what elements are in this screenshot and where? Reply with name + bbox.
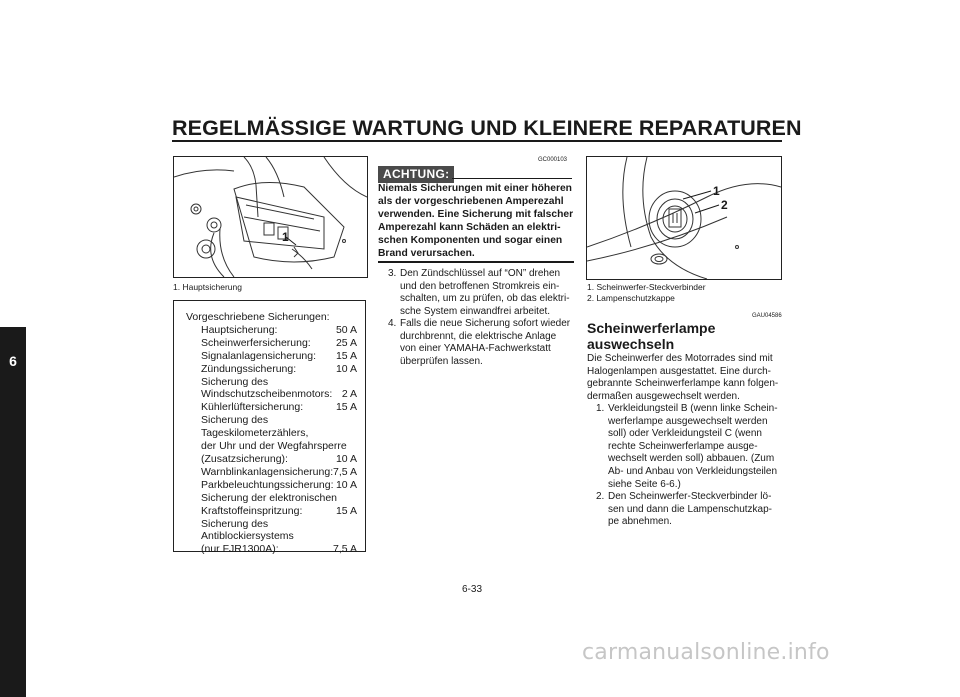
fuse-spec-value: 15 A	[335, 349, 357, 362]
fuse-caption: 1. Hauptsicherung	[173, 282, 242, 292]
chapter-tab	[0, 327, 26, 697]
fuse-spec-label: Sicherung des	[201, 517, 269, 530]
step-line: und den betroffenen Stromkreis ein-	[400, 280, 560, 292]
section-step-2	[596, 491, 784, 529]
warning-rule	[378, 261, 574, 263]
fuse-spec-box	[173, 300, 366, 556]
fuse-spec-row	[174, 376, 365, 389]
fuse-spec-value: 15 A	[335, 504, 357, 517]
fuse-spec-label: der Uhr und der Wegfahrsperre	[201, 440, 347, 453]
fuse-box-drawing	[174, 157, 367, 277]
section-title-line: auswechseln	[587, 336, 675, 352]
step-number: 4.	[388, 318, 397, 329]
section-title-line: Scheinwerferlampe	[587, 320, 716, 336]
fuse-spec-label: Windschutzscheibenmotors:	[201, 388, 333, 401]
fuse-spec-label: Hauptsicherung:	[201, 323, 278, 336]
fuse-spec-label: (Zusatzsicherung):	[201, 452, 288, 465]
body-line: dermaßen ausgewechselt werden.	[587, 390, 740, 402]
fuse-spec-label: Sicherung des	[201, 414, 269, 427]
fuse-spec-row	[174, 530, 365, 543]
fuse-spec-label: Kühlerlüftersicherung:	[201, 401, 304, 414]
fuse-spec-row	[174, 324, 365, 337]
step-line: Den Scheinwerfer-Steckverbinder lö-	[608, 491, 772, 502]
step-line: pe abnehmen.	[608, 516, 672, 528]
lamp-callout-1: 1	[713, 184, 720, 198]
fuse-spec-row	[174, 543, 365, 556]
lamp-caption-1: 1. Scheinwerfer-Steckverbinder	[587, 282, 706, 292]
fuse-spec-value: 50 A	[335, 323, 357, 336]
fuse-spec-label: Zündungssicherung:	[201, 362, 297, 375]
fuse-spec-label: Tageskilometerzählers,	[201, 427, 309, 440]
title-rule	[172, 140, 782, 142]
step-4	[388, 318, 576, 368]
fuse-spec-label: Scheinwerfersicherung:	[201, 336, 311, 349]
step-line: überprüfen lassen.	[400, 355, 483, 367]
fuse-spec-row	[174, 363, 365, 376]
fuse-spec-label: Signalanlagensicherung:	[201, 349, 317, 362]
fuse-spec-row	[174, 440, 365, 453]
step-line: siehe Seite 6-6.)	[608, 478, 681, 490]
warning-text	[378, 183, 574, 260]
warning-line: Niemals Sicherungen mit einer höheren	[378, 183, 572, 194]
fuse-spec-row	[174, 427, 365, 440]
fuse-box-illustration	[173, 156, 368, 278]
step-line: rechte Scheinwerferlampe ausge-	[608, 440, 758, 452]
fuse-spec-row	[174, 505, 365, 518]
page-title: REGELMÄSSIGE WARTUNG UND KLEINERE REPARATUREN	[172, 116, 802, 140]
step-line: schalten, um zu prüfen, ob das elektri-	[400, 293, 570, 305]
fuse-spec-label: Antiblockiersystems	[201, 530, 294, 543]
warning-line: als der vorgeschriebenen Amperezahl	[378, 195, 564, 207]
achtung-badge: ACHTUNG:	[378, 166, 454, 183]
step-line: soll) oder Verkleidungsteil C (wenn	[608, 428, 762, 440]
body-line: gebrannte Scheinwerferlampe kann folgen-	[587, 378, 779, 390]
body-line: Die Scheinwerfer des Motorrades sind mit	[587, 353, 773, 364]
fuse-spec-value: 25 A	[335, 336, 357, 349]
fuse-callout: 1	[282, 230, 289, 244]
fuse-spec-label: Sicherung des	[201, 375, 269, 388]
achtung-rule	[452, 178, 572, 179]
warning-line: Brand verursachen.	[378, 247, 475, 259]
warning-line: Amperezahl kann Schäden an elektri-	[378, 221, 561, 233]
lamp-caption-2: 2. Lampenschutzkappe	[587, 293, 675, 303]
fuse-spec-list	[174, 324, 365, 556]
step-3	[388, 268, 576, 318]
fuse-spec-value: 10 A	[335, 452, 357, 465]
fuse-spec-row	[174, 414, 365, 427]
fuse-spec-row	[174, 479, 365, 492]
fuse-spec-value: 10 A	[335, 478, 357, 491]
headlamp-illustration	[586, 156, 782, 280]
step-line: werferlampe ausgewechselt werden	[608, 415, 768, 427]
step-number: 1.	[596, 403, 605, 414]
fuse-spec-label: Warnblinkanlagensicherung:	[201, 465, 334, 478]
fuse-spec-row	[174, 350, 365, 363]
fuse-spec-value: 7,5 A	[333, 465, 357, 478]
fuse-spec-row	[174, 492, 365, 505]
step-line: von einer YAMAHA-Fachwerkstatt	[400, 343, 551, 355]
step-number: 2.	[596, 491, 605, 502]
fuse-spec-value: 7,5 A	[333, 543, 357, 556]
fuse-spec-value: 2 A	[341, 388, 357, 401]
fuse-spec-value: 15 A	[335, 401, 357, 414]
step-line: Verkleidungsteil B (wenn linke Schein-	[608, 403, 778, 414]
step-line: durchbrennt, die elektrische Anlage	[400, 330, 557, 342]
warning-code: GC000103	[538, 157, 568, 163]
headlamp-drawing	[587, 157, 781, 279]
section-code: GAU04586	[752, 313, 782, 319]
warning-line: verwenden. Eine Sicherung mit falscher	[378, 208, 574, 220]
body-line: Halogenlampen ausgestattet. Eine durch-	[587, 365, 772, 377]
fuse-spec-row	[174, 401, 365, 414]
step-line: Den Zündschlüssel auf “ON” drehen	[400, 268, 561, 279]
watermark: carmanualsonline.info	[582, 640, 830, 665]
fuse-spec-label: Sicherung der elektronischen	[201, 491, 337, 504]
fuse-spec-label: Parkbeleuchtungssicherung:	[201, 478, 334, 491]
step-line: Falls die neue Sicherung sofort wieder	[400, 318, 571, 329]
section-body	[587, 353, 783, 403]
step-line: sen und dann die Lampenschutzkap-	[608, 503, 773, 515]
chapter-number: 6	[9, 353, 17, 369]
warning-line: schen Komponenten und sogar einen	[378, 234, 563, 246]
step-line: wechselt werden soll) abbauen. (Zum	[608, 453, 775, 465]
fuse-spec-heading: Vorgeschriebene Sicherungen:	[186, 311, 330, 323]
fuse-spec-row	[174, 518, 365, 531]
section-step-1	[596, 403, 784, 491]
fuse-spec-label: Kraftstoffeinspritzung:	[201, 504, 303, 517]
fuse-spec-label: (nur FJR1300A):	[201, 543, 279, 556]
fuse-spec-row	[174, 388, 365, 401]
fuse-spec-row	[174, 337, 365, 350]
lamp-callout-2: 2	[721, 198, 728, 212]
fuse-spec-row	[174, 453, 365, 466]
fuse-spec-row	[174, 466, 365, 479]
fuse-spec-value: 10 A	[335, 362, 357, 375]
section-title	[587, 320, 715, 352]
step-line: sche System einwandfrei arbeitet.	[400, 305, 551, 317]
page-number: 6-33	[462, 584, 483, 595]
step-line: Ab- und Anbau von Verkleidungsteilen	[608, 465, 778, 477]
step-number: 3.	[388, 268, 397, 279]
